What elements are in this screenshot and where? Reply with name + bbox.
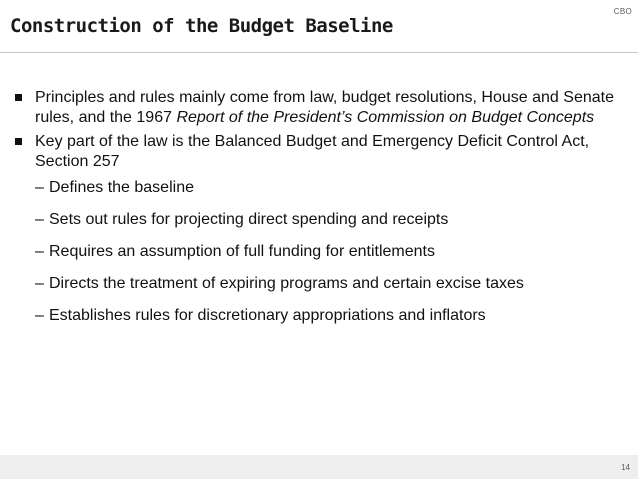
square-bullet-icon — [15, 94, 22, 101]
commission-report-title: Report of the President’s Commission on Budget Concepts — [176, 109, 595, 126]
sub-bullet-text: Directs the treatment of expiring programs and certain excise taxes — [49, 275, 524, 292]
bullet-law-text: Key part of the law is the Balanced Budget and Emergency Deficit Control Act, Section 257 — [35, 133, 590, 170]
dash-icon: – — [35, 243, 44, 260]
sub-bullet-item — [35, 242, 625, 262]
slide-title: Construction of the Budget Baseline — [10, 15, 393, 37]
sub-bullet-text: Defines the baseline — [49, 179, 194, 196]
sub-bullet-item — [35, 178, 625, 198]
square-bullet-icon — [15, 138, 22, 145]
bullet-principles — [15, 88, 625, 128]
dash-icon: – — [35, 307, 44, 324]
page-number: 14 — [621, 463, 630, 472]
footer-bar — [0, 455, 638, 479]
sub-bullet-text: Sets out rules for projecting direct spending and receipts — [49, 211, 449, 228]
dash-icon: – — [35, 275, 44, 292]
sub-bullet-text: Requires an assumption of full funding for entitlements — [49, 243, 435, 260]
bullet-law — [15, 132, 625, 172]
sub-bullet-text: Establishes rules for discretionary appropriations and inflators — [49, 307, 486, 324]
sub-bullet-item — [35, 306, 625, 326]
dash-icon: – — [35, 211, 44, 228]
sub-bullet-list — [35, 178, 625, 326]
org-label: CBO — [613, 7, 632, 16]
title-divider — [0, 52, 638, 53]
bullet-principles-text: Principles and rules mainly come from law, budget resolutions, House and Senate rules, and the 1967 — [35, 89, 614, 126]
slide-content — [15, 88, 625, 338]
sub-bullet-item — [35, 274, 625, 294]
sub-bullet-item — [35, 210, 625, 230]
dash-icon: – — [35, 179, 44, 196]
